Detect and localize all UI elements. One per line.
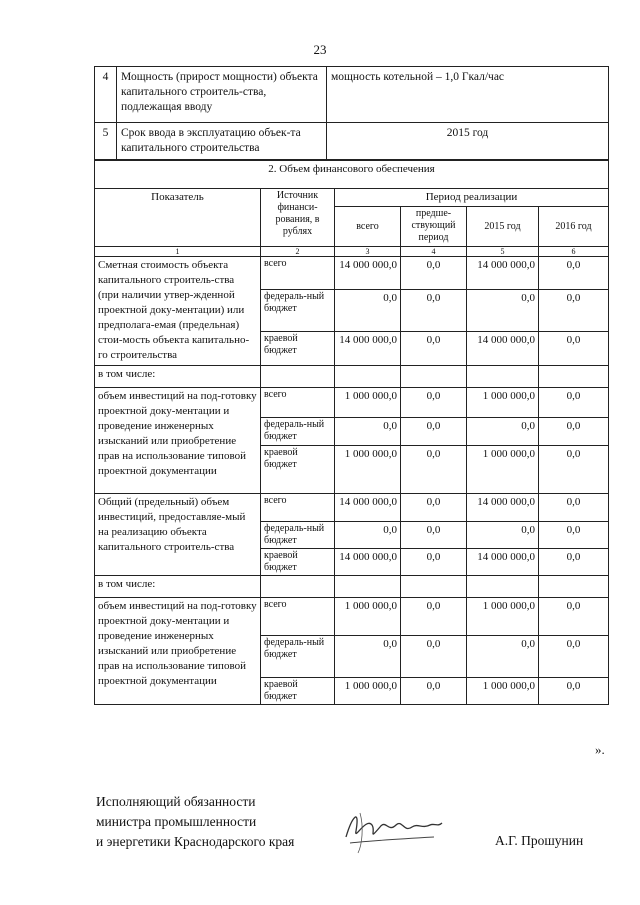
total-cell: 1 000 000,0 — [335, 598, 401, 636]
year-2016-cell: 0,0 — [539, 446, 609, 494]
header-indicator: Показатель — [95, 189, 261, 247]
in-that-number-row — [95, 366, 609, 388]
year-2016-cell: 0,0 — [539, 522, 609, 549]
empty-cell — [401, 366, 467, 388]
year-2015-cell: 1 000 000,0 — [467, 446, 539, 494]
year-2016-cell: 0,0 — [539, 636, 609, 678]
table-row — [95, 67, 609, 123]
empty-cell — [539, 576, 609, 598]
row-number: 5 — [95, 123, 117, 160]
indicator-label: Сметная стоимость объекта капитального строитель-ства (при наличии утвер-жденной проектной доку-ментации) или предполага-емая (предельная) стои-мость объекта капитально-го строительства — [95, 257, 261, 366]
col-number: 5 — [467, 247, 539, 257]
year-2016-cell: 0,0 — [539, 388, 609, 418]
header-prev: предше-ствующий период — [401, 207, 467, 247]
total-cell: 0,0 — [335, 290, 401, 332]
source-cell: всего — [261, 598, 335, 636]
total-cell: 1 000 000,0 — [335, 388, 401, 418]
total-cell: 14 000 000,0 — [335, 332, 401, 366]
in-that-number-label: в том числе: — [95, 366, 261, 388]
source-cell: федераль-ный бюджет — [261, 636, 335, 678]
col-number: 4 — [401, 247, 467, 257]
prev-period-cell: 0,0 — [401, 257, 467, 290]
prev-period-cell: 0,0 — [401, 290, 467, 332]
source-cell: федераль-ный бюджет — [261, 522, 335, 549]
empty-cell — [335, 576, 401, 598]
total-cell: 1 000 000,0 — [335, 678, 401, 705]
prev-period-cell: 0,0 — [401, 332, 467, 366]
indicator-label: Общий (предельный) объем инвестиций, предоставляе-мый на реализацию объекта капитального строитель-ства — [95, 494, 261, 576]
year-2015-cell: 1 000 000,0 — [467, 678, 539, 705]
col-number: 2 — [261, 247, 335, 257]
table-row — [95, 598, 609, 636]
year-2016-cell: 0,0 — [539, 257, 609, 290]
in-that-number-label: в том числе: — [95, 576, 261, 598]
year-2016-cell: 0,0 — [539, 418, 609, 446]
prev-period-cell: 0,0 — [401, 549, 467, 576]
table-row — [95, 388, 609, 418]
year-2015-cell: 0,0 — [467, 418, 539, 446]
header-2015: 2015 год — [467, 207, 539, 247]
signatory-name: А.Г. Прошунин — [495, 833, 584, 848]
year-2015-cell: 14 000 000,0 — [467, 494, 539, 522]
section-title: 2. Объем финансового обеспечения — [95, 161, 609, 189]
in-that-number-row — [95, 576, 609, 598]
total-cell: 14 000 000,0 — [335, 494, 401, 522]
empty-cell — [261, 366, 335, 388]
row-number: 4 — [95, 67, 117, 123]
signature-title-line: и энергетики Краснодарского края — [96, 834, 295, 849]
empty-cell — [539, 366, 609, 388]
prev-period-cell: 0,0 — [401, 494, 467, 522]
section-title-row — [95, 161, 609, 189]
source-cell: федераль-ный бюджет — [261, 290, 335, 332]
column-number-row — [95, 247, 609, 257]
prev-period-cell: 0,0 — [401, 678, 467, 705]
year-2015-cell: 1 000 000,0 — [467, 598, 539, 636]
header-source: Источник финанси-рования, в рублях — [261, 189, 335, 247]
table-row — [95, 123, 609, 160]
param-label: Срок ввода в эксплуатацию объек-та капитального строительства — [117, 123, 327, 160]
param-value: 2015 год — [327, 123, 609, 160]
col-number: 6 — [539, 247, 609, 257]
year-2015-cell: 14 000 000,0 — [467, 257, 539, 290]
financing-table — [94, 160, 609, 705]
col-number: 1 — [95, 247, 261, 257]
header-2016: 2016 год — [539, 207, 609, 247]
year-2016-cell: 0,0 — [539, 494, 609, 522]
handwritten-signature — [338, 797, 448, 857]
table-row — [95, 257, 609, 290]
year-2016-cell: 0,0 — [539, 678, 609, 705]
total-cell: 14 000 000,0 — [335, 549, 401, 576]
table-row — [95, 494, 609, 522]
empty-cell — [401, 576, 467, 598]
total-cell: 0,0 — [335, 418, 401, 446]
source-cell: краевой бюджет — [261, 446, 335, 494]
source-cell: федераль-ный бюджет — [261, 418, 335, 446]
year-2015-cell: 0,0 — [467, 636, 539, 678]
indicator-label: объем инвестиций на под-готовку проектной доку-ментации и проведение инженерных изысканий или приобретение прав на использование типовой проектной документации — [95, 598, 261, 705]
year-2016-cell: 0,0 — [539, 290, 609, 332]
year-2016-cell: 0,0 — [539, 332, 609, 366]
year-2015-cell: 14 000 000,0 — [467, 549, 539, 576]
source-cell: краевой бюджет — [261, 332, 335, 366]
empty-cell — [335, 366, 401, 388]
source-cell: всего — [261, 494, 335, 522]
empty-cell — [467, 576, 539, 598]
header-period: Период реализации — [335, 189, 609, 207]
source-cell: всего — [261, 388, 335, 418]
col-number: 3 — [335, 247, 401, 257]
page-number: 23 — [313, 42, 327, 57]
object-params-table — [94, 66, 609, 160]
total-cell: 1 000 000,0 — [335, 446, 401, 494]
prev-period-cell: 0,0 — [401, 446, 467, 494]
year-2015-cell: 0,0 — [467, 522, 539, 549]
prev-period-cell: 0,0 — [401, 388, 467, 418]
signature-block — [96, 792, 294, 852]
total-cell: 14 000 000,0 — [335, 257, 401, 290]
param-value: мощность котельной – 1,0 Гкал/час — [327, 67, 609, 123]
signature-title-line: Исполняющий обязанности — [96, 794, 256, 809]
year-2015-cell: 1 000 000,0 — [467, 388, 539, 418]
year-2016-cell: 0,0 — [539, 549, 609, 576]
source-cell: краевой бюджет — [261, 549, 335, 576]
header-total: всего — [335, 207, 401, 247]
empty-cell — [261, 576, 335, 598]
year-2015-cell: 14 000 000,0 — [467, 332, 539, 366]
prev-period-cell: 0,0 — [401, 636, 467, 678]
year-2015-cell: 0,0 — [467, 290, 539, 332]
indicator-label: объем инвестиций на под-готовку проектной доку-ментации и проведение инженерных изысканий или приобретение прав на использование типовой проектной документации — [95, 388, 261, 494]
prev-period-cell: 0,0 — [401, 522, 467, 549]
prev-period-cell: 0,0 — [401, 598, 467, 636]
prev-period-cell: 0,0 — [401, 418, 467, 446]
closing-quote: ». — [595, 742, 605, 757]
total-cell: 0,0 — [335, 636, 401, 678]
empty-cell — [467, 366, 539, 388]
header-row — [95, 189, 609, 207]
source-cell: краевой бюджет — [261, 678, 335, 705]
param-label: Мощность (прирост мощности) объекта капитального строитель-ства, подлежащая вводу — [117, 67, 327, 123]
total-cell: 0,0 — [335, 522, 401, 549]
source-cell: всего — [261, 257, 335, 290]
year-2016-cell: 0,0 — [539, 598, 609, 636]
signature-title-line: министра промышленности — [96, 814, 257, 829]
